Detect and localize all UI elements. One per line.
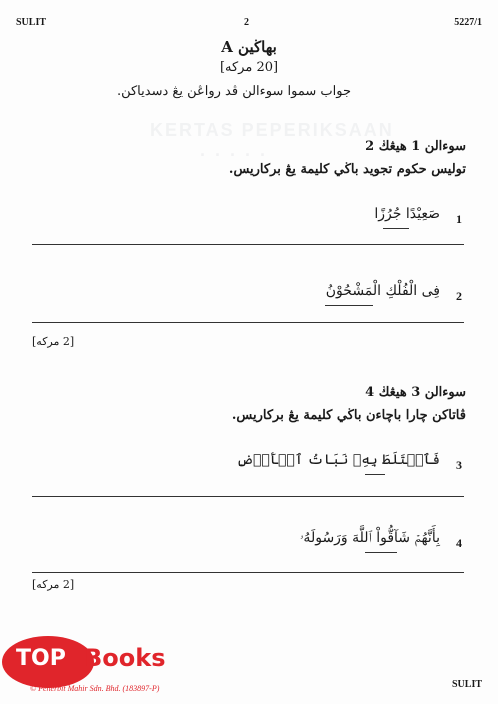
question-group-heading: سوءالن 3 هيڠڬ 4 <box>365 385 466 400</box>
question-group-marks: [2 مركه] <box>32 335 75 348</box>
question-number: 1 <box>456 212 462 226</box>
underline-mark <box>365 552 397 553</box>
question-number: 3 <box>456 458 462 472</box>
underline-mark <box>325 305 373 306</box>
show-through-text: KERTAS PEPERIKSAAN <box>150 120 394 140</box>
topbooks-logo <box>0 632 200 700</box>
logo-brand-text: Books <box>84 644 166 672</box>
logo-top-text: TOP <box>16 646 66 671</box>
answer-line[interactable] <box>32 322 464 323</box>
question-group-instruction: توليس حكوم تجويد باڬي كليمة يڠ بركاريس. <box>228 162 466 177</box>
underline-mark <box>383 228 409 229</box>
paper-code: 5227/1 <box>454 17 482 28</box>
question-text: صَعِيْدًا جُرُزًا <box>374 206 440 222</box>
question-number: 2 <box>456 289 462 303</box>
answer-line[interactable] <box>32 244 464 245</box>
question-group-marks: [2 مركه] <box>32 578 75 591</box>
show-through-text: · · · · · <box>200 145 268 165</box>
question-group-instruction: ڤاتاكن چارا باچاءن باڬي كليمة يڠ بركاريس. <box>231 408 466 423</box>
question-text: بِأَنَّهُمۡ شَآقُّواْ ٱللَّهَ وَرَسُولَهُۥ <box>299 530 440 546</box>
answer-line[interactable] <box>32 572 464 573</box>
section-marks: [20 مركه] <box>219 60 279 75</box>
section-instruction: جواب سموا سوءالن ڤد رواڠن يڠ دسدياكن. <box>116 84 351 99</box>
question-text: فِى الْفُلْكِ الْمَشْحُوْنُ <box>325 283 440 299</box>
question-group-heading: سوءالن 1 هيڠڬ 2 <box>365 139 466 154</box>
question-text: فَٱخۡتَلَطَ بِهِۦ نَبَاتُ ٱلۡأَرۡضِ <box>236 452 440 468</box>
answer-line[interactable] <box>32 496 464 497</box>
publisher-credit: © Penerbit Mahir Sdn. Bhd. (183897-P) <box>30 684 160 693</box>
section-title: بهاڬين A <box>221 38 277 56</box>
footer-sulit: SULIT <box>451 679 482 690</box>
question-number: 4 <box>456 536 462 550</box>
page-number: 2 <box>244 17 249 28</box>
header-left: SULIT <box>16 17 47 28</box>
underline-mark <box>365 474 385 475</box>
